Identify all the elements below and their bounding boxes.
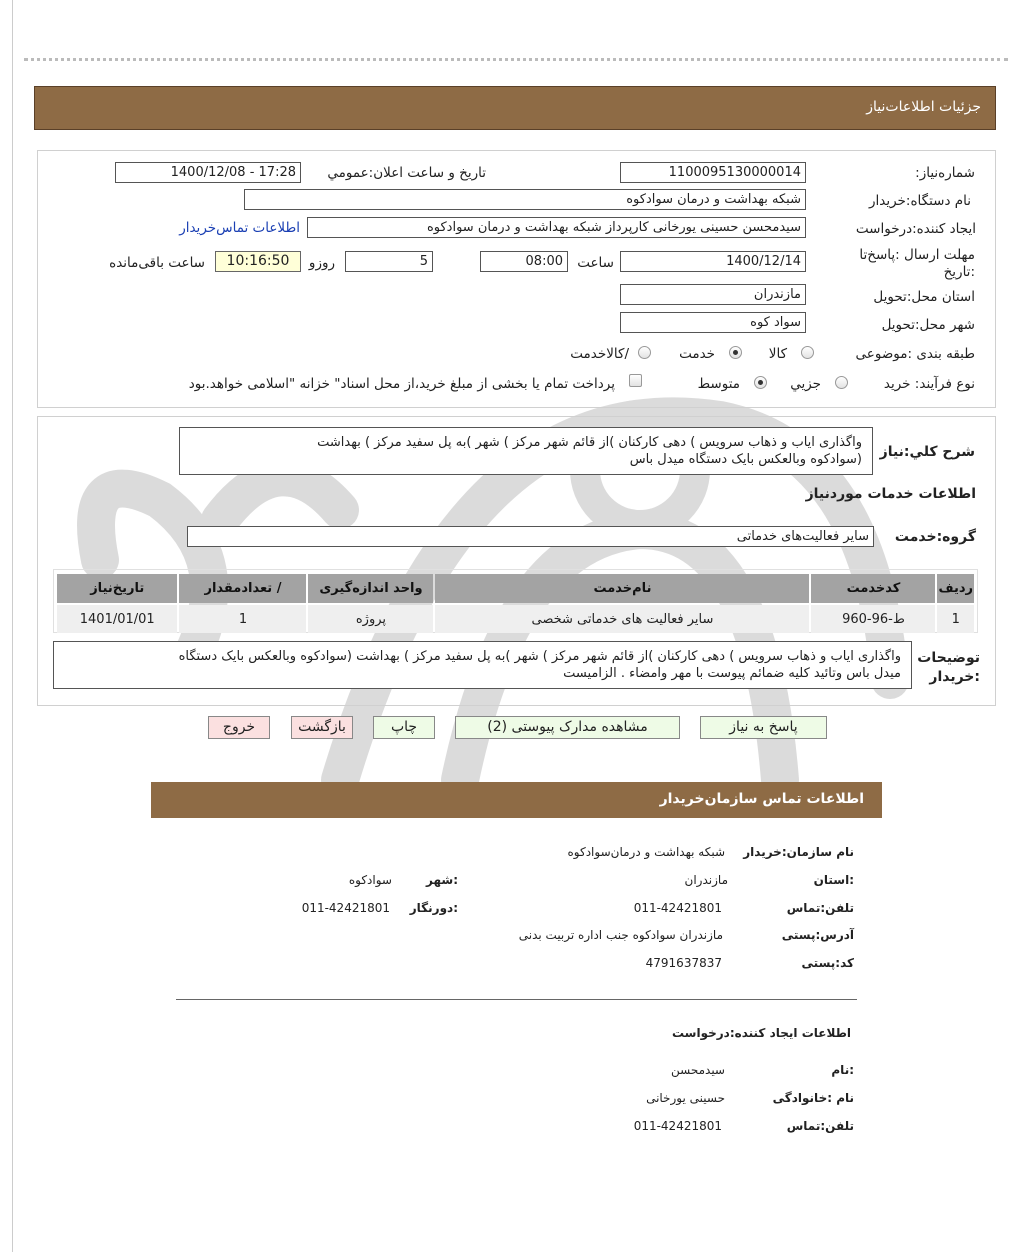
category-radio-service[interactable] — [729, 346, 742, 359]
province-label: استان محل:تحویل — [873, 289, 975, 305]
table-row — [57, 605, 974, 633]
category-option-goods-service: /کالاخدمت — [570, 346, 629, 362]
deadline-label: مهلت ارسال :پاسخ‌تا — [859, 247, 975, 263]
services-title: اطلاعات خدمات موردنیاز — [805, 486, 976, 502]
print-button[interactable]: چاپ — [373, 716, 435, 739]
cell-row: 1 — [937, 605, 974, 633]
category-radio-goods-service[interactable] — [638, 346, 651, 359]
announce-field: 1400/12/08 - 17:28 — [115, 162, 301, 183]
category-option-service: خدمت — [679, 346, 715, 362]
creator-name-label: :نام — [831, 1063, 854, 1077]
need-desc-line-1: واگذاری ایاب و ذهاب سرویس ) دهی کارکنان )از قائم شهر مرکز ) شهر )به پل سفید مرکز ) بهداشت — [317, 435, 862, 450]
creator-family-label: نام :خانوادگی — [772, 1091, 854, 1105]
province-field: مازندران — [620, 284, 806, 305]
deadline-date-field: 1400/12/14 — [620, 251, 806, 272]
contact-province-value: مازندران — [684, 873, 728, 887]
org-label: نام سازمان:خریدار — [743, 845, 854, 859]
process-option-minor: جزیي — [790, 376, 821, 392]
col-date-header: تاریخ‌نیاز — [57, 574, 177, 603]
need-desc-box — [179, 427, 873, 475]
need-number-label: شماره‌نیاز: — [915, 165, 975, 181]
days-field: 5 — [345, 251, 433, 272]
process-option-medium: متوسط — [697, 376, 740, 392]
cell-code: ط-96-960 — [811, 605, 935, 633]
time-label: ساعت — [577, 255, 614, 271]
category-option-goods: کالا — [768, 346, 787, 362]
contact-city-value: سوادکوه — [348, 873, 392, 887]
contact-fax-value: 011-42421801 — [301, 901, 390, 915]
buyer-contact-header — [151, 782, 882, 818]
buyer-label: نام دستگاه:خریدار — [868, 193, 971, 209]
buyer-notes-box — [53, 641, 912, 689]
col-code-header: کدخدمت — [811, 574, 935, 603]
cell-unit: پروژه — [308, 605, 433, 633]
details-header-bar — [34, 86, 996, 130]
attachments-button[interactable]: مشاهده مدارک پیوستی (2) — [455, 716, 680, 739]
process-radio-medium[interactable] — [754, 376, 767, 389]
col-unit-header: واحد اندازه‌گیری — [308, 574, 433, 603]
creator-name-value: سیدمحسن — [671, 1063, 725, 1077]
buyer-field: شبکه بهداشت و درمان سوادکوه — [244, 189, 806, 210]
contact-phone-value: 011-42421801 — [633, 901, 722, 915]
contact-postal-label: کد:پستی — [801, 956, 854, 970]
services-table-header — [57, 574, 974, 603]
city-label: شهر محل:تحویل — [881, 317, 975, 333]
buyer-notes-line-1: واگذاری ایاب و ذهاب سرویس ) دهی کارکنان )از قائم شهر مرکز ) شهر )به پل سفید مرکز ) بهداشت (سوادکوه وبالعکس بایک دستگاه — [178, 649, 901, 664]
creator-family-value: حسینی یورخانی — [646, 1091, 725, 1105]
exit-button[interactable]: خروج — [208, 716, 270, 739]
buyer-notes-line-2: میدل باس وتائید کلیه ضمائم پیوست با مهر وامضاء . الزامیست — [563, 666, 901, 681]
deadline-label-2: :تاریخ — [943, 264, 975, 280]
header-title: جزئیات اطلاعات‌نیاز — [866, 99, 981, 115]
contact-phone-label: تلفن:تماس — [786, 901, 854, 915]
city-field: سواد کوه — [620, 312, 806, 333]
contact-postal-value: 4791637837 — [645, 956, 722, 970]
contact-address-label: آدرس:پستی — [781, 928, 854, 942]
remaining-time: 10:16:50 — [215, 251, 301, 272]
days-label: روزو — [308, 255, 335, 271]
remaining-label: ساعت باقی‌مانده — [109, 255, 205, 271]
contact-divider — [176, 999, 857, 1000]
creator-label: ایجاد کننده:درخواست — [855, 221, 976, 237]
service-group-label: گروه:خدمت — [894, 529, 976, 545]
cell-date: 1401/01/01 — [57, 605, 177, 633]
need-desc-label: شرح کلي:نیاز — [879, 444, 975, 460]
cell-name: سایر فعالیت های خدماتی شخصی — [435, 605, 809, 633]
org-value: شبکه بهداشت و درمان‌سوادکوه — [567, 845, 725, 859]
creator-field: سیدمحسن حسینی یورخانی کارپرداز شبکه بهداشت و درمان سوادکوه — [307, 217, 806, 238]
services-table — [55, 572, 976, 635]
creator-info-title: اطلاعات ایجاد کننده:درخواست — [671, 1026, 851, 1040]
buyer-contact-link[interactable]: اطلاعات تماس‌خریدار — [179, 220, 300, 236]
need-desc-line-2: (سوادکوه وبالعکس بایک دستگاه میدل باس — [629, 452, 862, 467]
deadline-time-field: 08:00 — [480, 251, 568, 272]
contact-city-label: :شهر — [426, 873, 458, 887]
buyer-notes-label-2: :خریدار — [929, 669, 980, 685]
category-radio-goods[interactable] — [801, 346, 814, 359]
treasury-payment-checkbox[interactable] — [629, 374, 642, 387]
col-row-header: ردیف — [937, 574, 974, 603]
buyer-notes-label: توضیحات — [917, 650, 980, 666]
contact-address-value: مازندران سوادکوه جنب اداره تربیت بدنی — [518, 928, 723, 942]
creator-phone-value: 011-42421801 — [633, 1119, 722, 1133]
category-label: طبقه بندی :موضوعی — [855, 346, 975, 362]
need-number-field: 1100095130000014 — [620, 162, 806, 183]
creator-phone-label: تلفن:تماس — [786, 1119, 854, 1133]
respond-button[interactable]: پاسخ به نیاز — [700, 716, 827, 739]
announce-label: تاریخ و ساعت اعلان:عمومي — [327, 165, 486, 181]
cell-qty: 1 — [179, 605, 306, 633]
col-qty-header: / تعدادمقدار — [179, 574, 306, 603]
payment-note: پرداخت تمام یا بخشی از مبلغ خرید،از محل اسناد" خزانه "اسلامی خواهد.بود — [188, 376, 615, 392]
contact-fax-label: :دورنگار — [409, 901, 458, 915]
back-button[interactable]: بازگشت — [291, 716, 353, 739]
col-name-header: نام‌خدمت — [435, 574, 809, 603]
process-radio-minor[interactable] — [835, 376, 848, 389]
process-label: نوع فرآیند: خرید — [883, 376, 975, 392]
contact-province-label: :استان — [813, 873, 854, 887]
service-group-field: سایر فعالیت‌های خدماتی — [187, 526, 874, 547]
top-dotted-divider — [24, 58, 1008, 61]
buyer-contact-title: اطلاعات تماس سازمان‌خریدار — [659, 791, 864, 807]
left-border-line — [12, 0, 13, 1252]
